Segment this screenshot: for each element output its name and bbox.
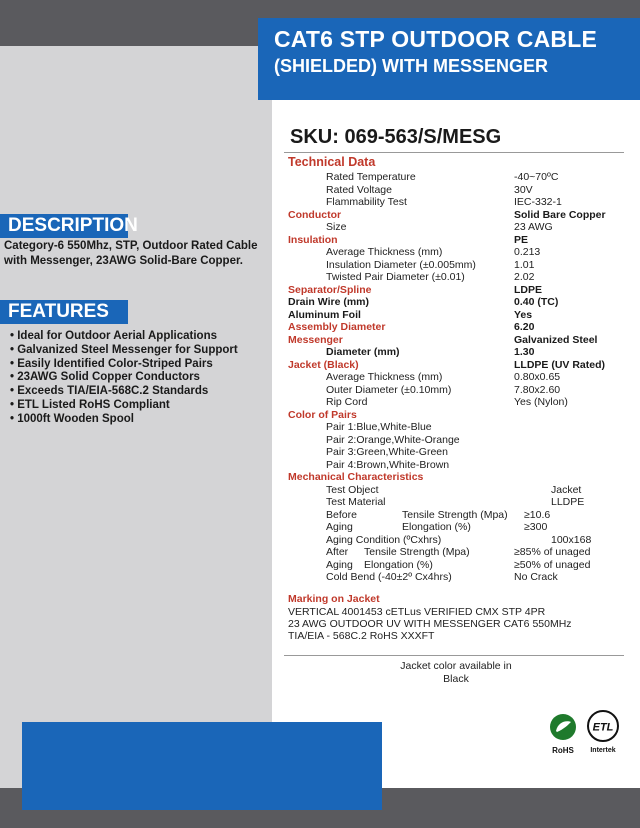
features-heading: FEATURES xyxy=(0,300,128,324)
spec-value: 1.01 xyxy=(514,258,535,271)
color-of-pairs-heading: Color of Pairs xyxy=(288,408,357,421)
feature-item: • Exceeds TIA/EIA-568C.2 Standards xyxy=(10,385,209,398)
spec-value: LLDPE (UV Rated) xyxy=(514,358,606,371)
spec-label: Rated Temperature xyxy=(326,171,416,183)
spec-label: Aging Condition (ºCxhrs) xyxy=(326,533,442,546)
conductor-heading: Conductor xyxy=(288,208,342,221)
spec-value: 0.80x0.65 xyxy=(514,371,561,383)
spec-label: Rip Cord xyxy=(326,396,368,408)
spec-label: Twisted Pair Diameter (±0.01) xyxy=(326,271,465,283)
technical-data-heading: Technical Data xyxy=(288,155,376,169)
spec-value: ≥10.6 xyxy=(524,508,551,521)
spec-value: 30V xyxy=(514,183,533,196)
spec-label: Rated Voltage xyxy=(326,183,392,196)
spec-value: 1.30 xyxy=(514,346,535,358)
description-heading: DESCRIPTION xyxy=(0,214,128,238)
spec-value: No Crack xyxy=(514,571,558,583)
spec-value: 0.213 xyxy=(514,246,541,258)
marking-heading: Marking on Jacket xyxy=(288,593,380,605)
marking-line: 23 AWG OUTDOOR UV WITH MESSENGER CAT6 550MHz xyxy=(288,618,572,630)
feature-item: • Ideal for Outdoor Aerial Applications xyxy=(10,330,217,342)
feature-item: • 23AWG Solid Copper Conductors xyxy=(10,371,200,384)
jacket-heading: Jacket (Black) xyxy=(288,358,359,371)
spec-value: Jacket xyxy=(551,483,582,496)
spec-value: 7.80x2.60 xyxy=(514,383,561,396)
spec-sublabel: Elongation (%) xyxy=(364,558,433,571)
spec-sublabel: Tensile Strength (Mpa) xyxy=(402,508,508,521)
availability-divider xyxy=(284,655,624,656)
availability-line-1: Jacket color available in xyxy=(400,660,512,672)
spec-value: 23 AWG xyxy=(514,221,553,233)
title-line-2: (SHIELDED) WITH MESSENGER xyxy=(274,56,549,76)
etl-logo xyxy=(585,708,621,754)
spec-label: After xyxy=(326,546,349,558)
spec-value: ≥50% of unaged xyxy=(514,558,591,571)
marking-line: TIA/EIA - 568C.2 RoHS XXXFT xyxy=(288,630,435,642)
spec-value: 0.40 (TC) xyxy=(514,296,559,308)
mechanical-heading: Mechanical Characteristics xyxy=(288,471,424,483)
spec-value: Yes xyxy=(514,308,533,321)
insulation-heading: Insulation xyxy=(288,233,338,246)
spec-value: Yes (Nylon) xyxy=(514,396,568,408)
spec-label: Test Object xyxy=(326,483,379,496)
assembly-diameter-heading: Assembly Diameter xyxy=(288,321,386,333)
aluminum-foil-label: Aluminum Foil xyxy=(288,308,361,321)
description-text: Category-6 550Mhz, STP, Outdoor Rated Cable with Messenger, 23AWG Solid-Bare Copper. xyxy=(4,240,258,267)
sku-label: SKU: 069-563/S/MESG xyxy=(290,126,502,148)
etl-mark-text: ETL xyxy=(592,721,614,734)
rohs-label: RoHS xyxy=(552,746,574,755)
spec-label: Insulation Diameter (±0.005mm) xyxy=(326,258,476,271)
etl-icon xyxy=(585,708,621,744)
feature-item: • Galvanized Steel Messenger for Support xyxy=(10,343,238,356)
spec-value: 6.20 xyxy=(514,321,535,333)
spec-sublabel: Tensile Strength (Mpa) xyxy=(364,546,470,558)
drain-wire-label: Drain Wire (mm) xyxy=(288,296,370,308)
spec-label: Aging xyxy=(326,558,353,571)
spec-label: Cold Bend (-40±2º Cx4hrs) xyxy=(326,571,452,583)
rohs-icon xyxy=(548,712,578,742)
pair-item: Pair 3:Green,White-Green xyxy=(326,446,448,458)
spec-value: ≥300 xyxy=(524,521,548,533)
feature-item: • Easily Identified Color-Striped Pairs xyxy=(10,357,213,370)
features-list xyxy=(10,330,238,427)
spec-value: Solid Bare Copper xyxy=(514,208,606,221)
spec-value: Galvanized Steel xyxy=(514,333,598,346)
spec-value: ≥85% of unaged xyxy=(514,546,591,558)
spec-label: Flammability Test xyxy=(326,196,407,208)
feature-item: • ETL Listed RoHS Compliant xyxy=(10,398,170,411)
spec-label: Diameter (mm) xyxy=(326,346,400,358)
title-line-1: CAT6 STP OUTDOOR CABLE xyxy=(274,26,598,52)
spec-label: Before xyxy=(326,508,357,521)
rohs-logo xyxy=(548,712,578,755)
spec-sublabel: Elongation (%) xyxy=(402,521,471,533)
spec-label: Outer Diameter (±0.10mm) xyxy=(326,383,452,396)
spec-value: LDPE xyxy=(514,283,543,296)
spec-value: PE xyxy=(514,233,529,246)
spec-label: Average Thickness (mm) xyxy=(326,371,443,383)
messenger-heading: Messenger xyxy=(288,333,343,346)
spec-value: 2.02 xyxy=(514,271,535,283)
sku-divider xyxy=(284,152,624,153)
title-box xyxy=(258,18,640,100)
spec-value: 100x168 xyxy=(551,533,592,546)
spec-value: IEC-332-1 xyxy=(514,196,562,208)
spec-label: Size xyxy=(326,221,347,233)
separator-heading: Separator/Spline xyxy=(288,283,372,296)
pair-item: Pair 1:Blue,White-Blue xyxy=(326,421,432,433)
blue-banner xyxy=(22,722,382,810)
spec-label: Test Material xyxy=(326,496,386,508)
spec-value: -40~70ºC xyxy=(514,171,559,183)
pair-item: Pair 2:Orange,White-Orange xyxy=(326,433,460,446)
spec-value: LLDPE xyxy=(551,496,585,508)
spec-label: Aging xyxy=(326,521,353,533)
feature-item: • 1000ft Wooden Spool xyxy=(10,412,134,425)
pair-item: Pair 4:Brown,White-Brown xyxy=(326,458,450,471)
intertek-label: Intertek xyxy=(590,747,616,754)
marking-line: VERTICAL 4001453 cETLus VERIFIED CMX STP 4PR xyxy=(288,606,546,618)
availability-line-2: Black xyxy=(443,673,469,685)
spec-label: Average Thickness (mm) xyxy=(326,246,443,258)
